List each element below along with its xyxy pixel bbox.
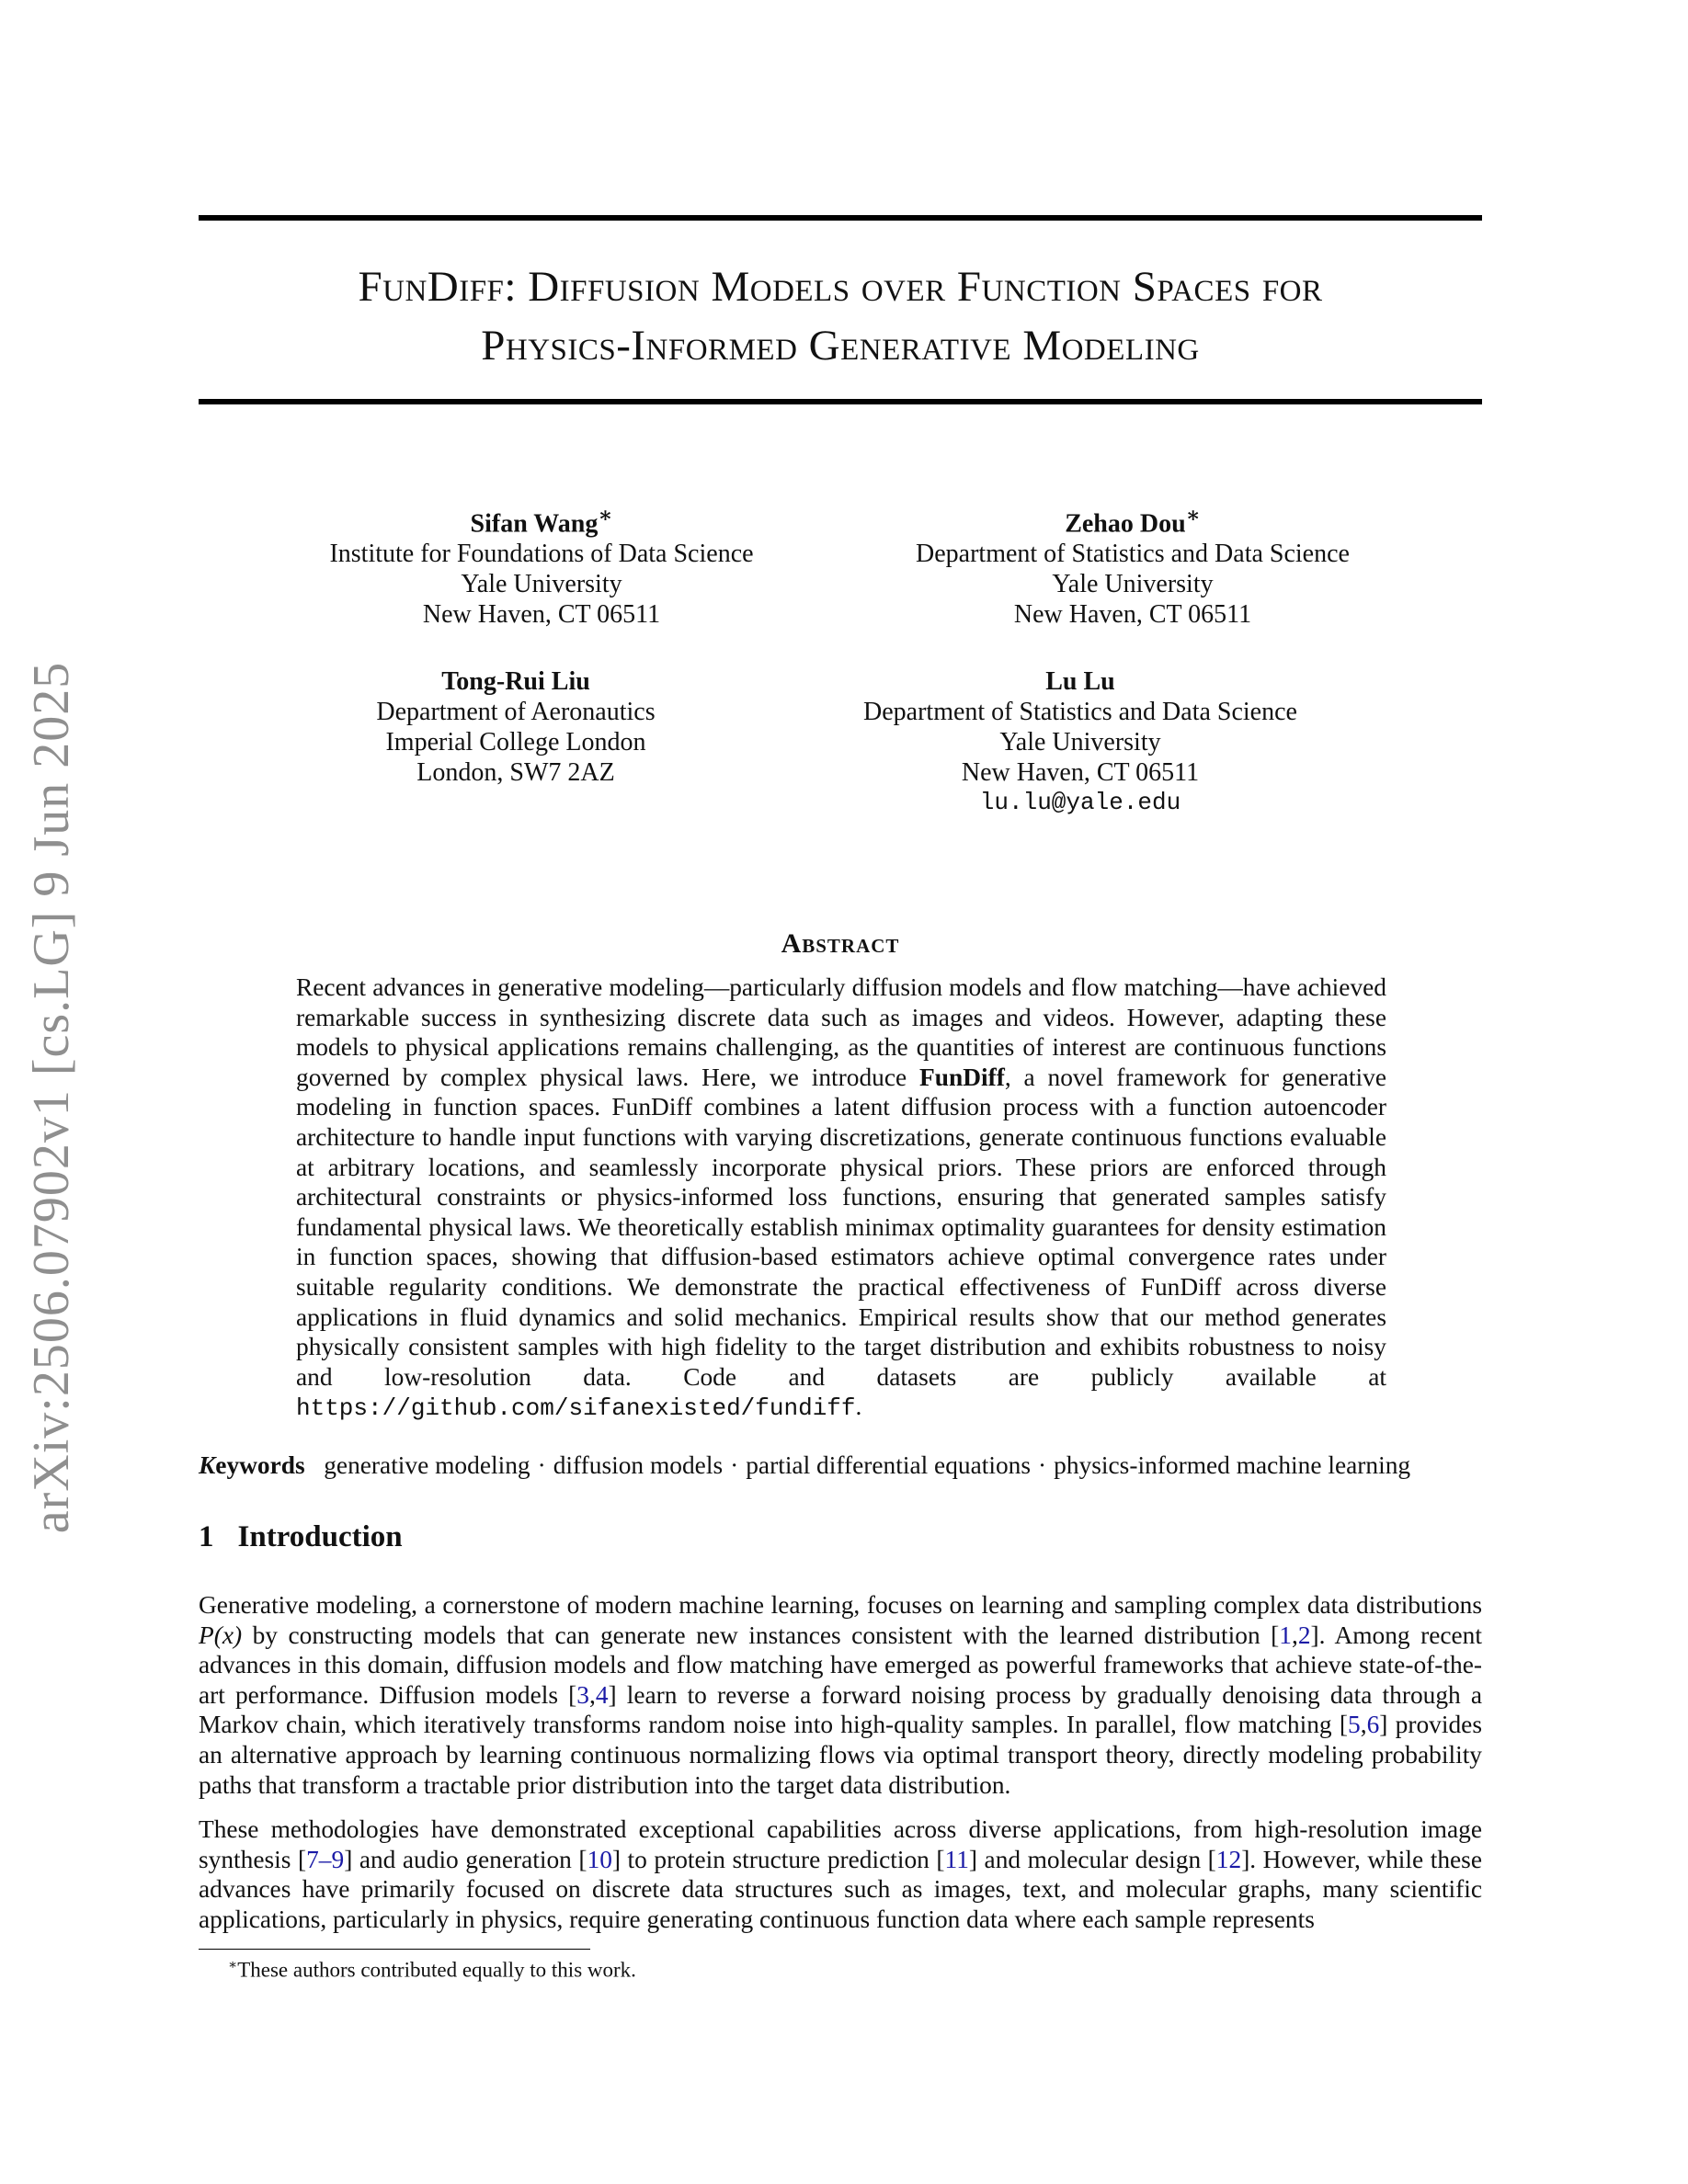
arxiv-identifier-stamp: arXiv:2506.07902v1 [cs.LG] 9 Jun 2025 bbox=[23, 661, 80, 1534]
title-line-2: Physics-Informed Generative Modeling bbox=[481, 322, 1200, 370]
keyword: diffusion models bbox=[553, 1451, 724, 1479]
citation-link[interactable]: 2 bbox=[1297, 1621, 1311, 1649]
keyword: generative modeling bbox=[324, 1451, 530, 1479]
author-affiliation: New Haven, CT 06511 bbox=[1013, 600, 1252, 630]
citation-link[interactable]: 7–9 bbox=[306, 1845, 345, 1873]
citation-link[interactable]: 11 bbox=[944, 1845, 969, 1873]
keyword-separator: · bbox=[730, 1451, 739, 1479]
footnote-rule bbox=[199, 1949, 590, 1950]
citation-link[interactable]: 10 bbox=[587, 1845, 612, 1873]
citation-link[interactable]: 1 bbox=[1279, 1621, 1292, 1649]
keyword: physics-informed machine learning bbox=[1054, 1451, 1411, 1479]
author-email-link[interactable]: lu.lu@yale.edu bbox=[979, 789, 1181, 816]
title-line-1: FunDiff: Diffusion Models over Function Spaces for bbox=[358, 263, 1323, 311]
keywords-label: Keywords bbox=[199, 1451, 305, 1479]
author-affiliation: Department of Statistics and Data Science bbox=[916, 540, 1350, 569]
keyword: partial differential equations bbox=[746, 1451, 1032, 1479]
citation-link[interactable]: 5 bbox=[1348, 1711, 1361, 1739]
author-name: Lu Lu bbox=[1045, 667, 1115, 696]
section-heading-introduction: 1 Introduction bbox=[199, 1520, 403, 1553]
author-block-3 bbox=[222, 666, 810, 788]
math-expression: P(x) bbox=[199, 1621, 243, 1649]
author-affiliation: London, SW7 2AZ bbox=[416, 758, 615, 787]
abstract-heading: Abstract bbox=[781, 928, 900, 959]
author-affiliation: Yale University bbox=[461, 570, 622, 599]
keyword-separator: · bbox=[1038, 1451, 1047, 1479]
author-affiliation: Department of Aeronautics bbox=[376, 698, 656, 726]
citation-link[interactable]: 3 bbox=[576, 1680, 589, 1709]
author-affiliation: Yale University bbox=[1052, 570, 1214, 599]
paper-title bbox=[199, 257, 1482, 375]
author-affiliation: Institute for Foundations of Data Science bbox=[329, 540, 754, 569]
code-repository-link[interactable]: https://github.com/sifanexisted/fundiff bbox=[296, 1394, 856, 1423]
intro-paragraph-2: These methodologies have demonstrated exceptional capabilities across diverse applications, from high-resolution image synthesis [7–9] and audio generation [10] to protein structure prediction [11] and molecular design [12]. However, while these advances have primarily focused on discrete data structures such as images, text, and molecular graphs, many scientific applications, particularly in physics, require generating continuous function data where each sample represents bbox=[199, 1815, 1482, 1933]
model-name: FunDiff bbox=[919, 1063, 1005, 1091]
title-bottom-rule bbox=[199, 399, 1482, 404]
author-block-2 bbox=[838, 501, 1427, 630]
author-affiliation: Yale University bbox=[999, 728, 1161, 756]
intro-paragraph-1: Generative modeling, a cornerstone of modern machine learning, focuses on learning and sampling complex data distributions P(x) by constructing models that can generate new instances consistent with the learned distribution [1,2]. Among recent advances in this domain, diffusion models and flow matching have emerged as powerful frameworks that achieve state-of-the-art performance. Diffusion models [3,4] learn to reverse a forward noising process by gradually denoising data through a Markov chain, which iteratively transforms random noise into high-quality samples. In parallel, flow matching [5,6] provides an alternative approach by learning continuous normalizing flows via optimal transport theory, directly modeling probability paths that transform a tractable prior distribution into the target data distribution. bbox=[199, 1591, 1482, 1799]
citation-link[interactable]: 6 bbox=[1366, 1711, 1380, 1739]
author-name: Zehao Dou∗ bbox=[1065, 504, 1201, 539]
author-block-1 bbox=[247, 501, 836, 630]
author-affiliation: New Haven, CT 06511 bbox=[961, 758, 1200, 787]
author-name: Tong-Rui Liu bbox=[441, 667, 590, 696]
author-affiliation: Imperial College London bbox=[385, 728, 646, 756]
abstract-body: Recent advances in generative modeling—particularly diffusion models and flow matching—have achieved remarkable success in synthesizing discrete data such as images and videos. However, adapting these models to physical applications remains challenging, as the quantities of interest are continuous functions governed by complex physical laws. Here, we introduce FunDiff, a novel framework for generative modeling in function spaces. FunDiff combines a latent diffusion process with a function autoencoder architecture to handle input functions with varying discretizations, generate continuous functions evaluable at arbitrary locations, and seamlessly incorporate physical priors. These priors are enforced through architectural constraints or physics-informed loss functions, ensuring that generated samples satisfy fundamental physical laws. We theoretically establish minimax optimality guarantees for density estimation in function spaces, showing that diffusion-based estimators achieve optimal convergence rates under suitable regularity conditions. We demonstrate the practical effectiveness of FunDiff across diverse applications in fluid dynamics and solid mechanics. Empirical results show that our method generates physically consistent samples with high fidelity to the target distribution and exhibits robustness to noisy and low-resolution data. Code and datasets are publicly available at https://github.com/sifanexisted/fundiff. bbox=[296, 973, 1386, 1423]
footnote: ∗These authors contributed equally to this work. bbox=[228, 1958, 636, 1982]
author-block-4 bbox=[786, 666, 1374, 818]
keyword-separator: · bbox=[537, 1451, 546, 1479]
citation-link[interactable]: 12 bbox=[1215, 1845, 1242, 1873]
author-affiliation: Department of Statistics and Data Science bbox=[863, 698, 1297, 726]
citation-link[interactable]: 4 bbox=[595, 1680, 609, 1709]
author-affiliation: New Haven, CT 06511 bbox=[422, 600, 661, 630]
title-top-rule bbox=[199, 215, 1482, 221]
keywords-line bbox=[199, 1450, 1482, 1481]
author-name: Sifan Wang∗ bbox=[470, 504, 613, 539]
